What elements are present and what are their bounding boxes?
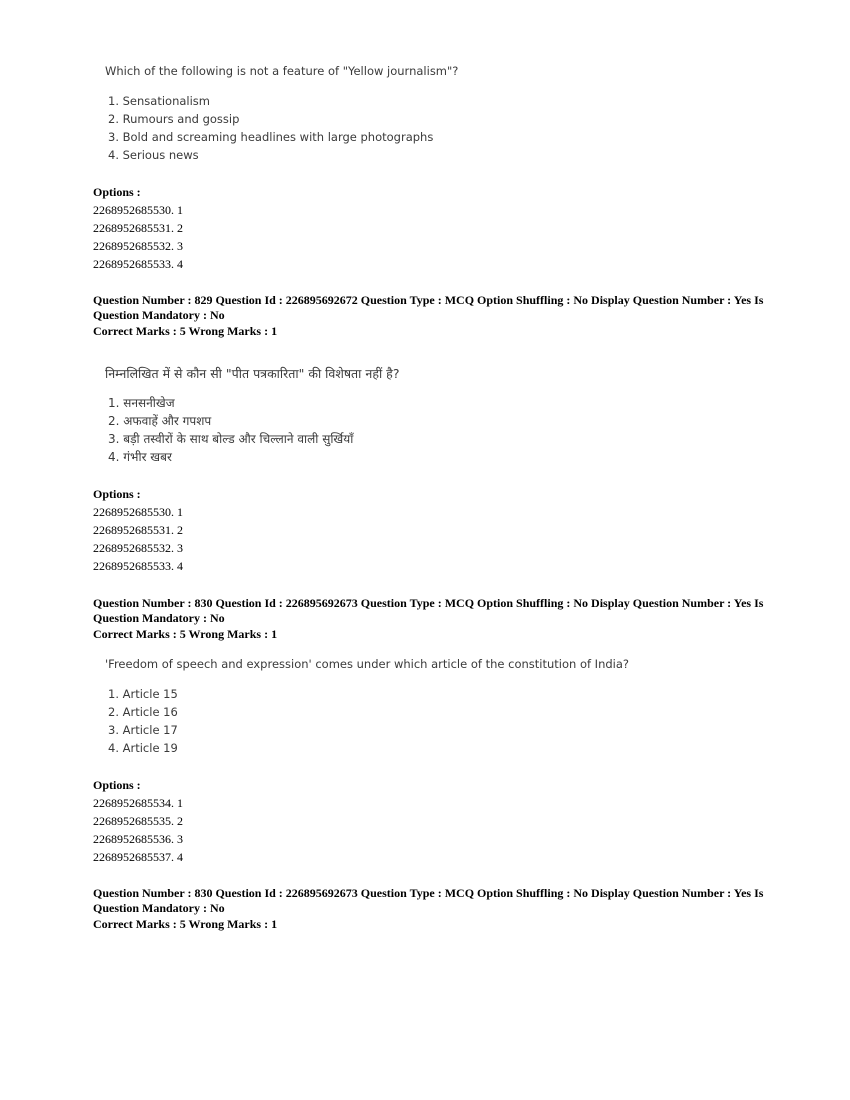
marks-line: Correct Marks : 5 Wrong Marks : 1 xyxy=(93,324,278,338)
option-id: 2268952685533. 4 xyxy=(93,559,183,573)
options-block xyxy=(93,776,183,866)
meta-line: Question Number : 830 Question Id : 226895692673 Question Type : MCQ Option Shuffling : No Display Question Number : Yes Is xyxy=(93,886,764,900)
meta-line: Question Number : 829 Question Id : 226895692672 Question Type : MCQ Option Shuffling : No Display Question Number : Yes Is xyxy=(93,293,764,307)
choice-item: 3. Bold and screaming headlines with large photographs xyxy=(108,130,434,144)
choice-item: 1. Article 15 xyxy=(108,687,178,701)
choice-item: 1. Sensationalism xyxy=(108,94,210,108)
choice-list xyxy=(108,92,433,164)
options-label: Options : xyxy=(93,487,141,501)
options-block xyxy=(93,485,183,575)
option-id: 2268952685537. 4 xyxy=(93,850,183,864)
choice-list xyxy=(108,394,353,466)
meta-line: Question Mandatory : No xyxy=(93,307,225,322)
option-id: 2268952685530. 1 xyxy=(93,505,183,519)
meta-line: Question Number : 830 Question Id : 226895692673 Question Type : MCQ Option Shuffling : No Display Question Number : Yes Is xyxy=(93,596,764,610)
choice-item: 3. बड़ी तस्वीरों के साथ बोल्ड और चिल्लाने वाली सुर्खियाँ xyxy=(108,432,354,446)
meta-line: Question Mandatory : No xyxy=(93,610,225,625)
question-text: Which of the following is not a feature of "Yellow journalism"? xyxy=(105,64,459,78)
choice-item: 2. Rumours and gossip xyxy=(108,112,240,126)
marks-line: Correct Marks : 5 Wrong Marks : 1 xyxy=(93,627,278,641)
choice-item: 4. Article 19 xyxy=(108,741,178,755)
option-id: 2268952685531. 2 xyxy=(93,221,183,235)
option-id: 2268952685532. 3 xyxy=(93,541,183,555)
option-id: 2268952685530. 1 xyxy=(93,203,183,217)
option-id: 2268952685534. 1 xyxy=(93,796,183,810)
question-text: 'Freedom of speech and expression' comes under which article of the constitution of India? xyxy=(105,657,630,671)
choice-item: 4. गंभीर खबर xyxy=(108,450,172,464)
choice-item: 1. सनसनीखेज xyxy=(108,396,175,410)
option-id: 2268952685535. 2 xyxy=(93,814,183,828)
meta-line: Question Mandatory : No xyxy=(93,900,225,915)
choice-item: 4. Serious news xyxy=(108,148,199,162)
question-meta xyxy=(93,596,773,642)
option-id: 2268952685531. 2 xyxy=(93,523,183,537)
choice-item: 2. Article 16 xyxy=(108,705,178,719)
option-id: 2268952685533. 4 xyxy=(93,257,183,271)
question-meta xyxy=(93,886,773,932)
question-meta xyxy=(93,293,773,339)
option-id: 2268952685532. 3 xyxy=(93,239,183,253)
options-block xyxy=(93,183,183,273)
choice-item: 2. अफवाहें और गपशप xyxy=(108,414,212,428)
question-text: निम्नलिखित में से कौन सी "पीत पत्रकारिता" की विशेषता नहीं है? xyxy=(105,366,400,381)
options-label: Options : xyxy=(93,778,141,792)
choice-list xyxy=(108,685,178,757)
option-id: 2268952685536. 3 xyxy=(93,832,183,846)
choice-item: 3. Article 17 xyxy=(108,723,178,737)
marks-line: Correct Marks : 5 Wrong Marks : 1 xyxy=(93,917,278,931)
options-label: Options : xyxy=(93,185,141,199)
